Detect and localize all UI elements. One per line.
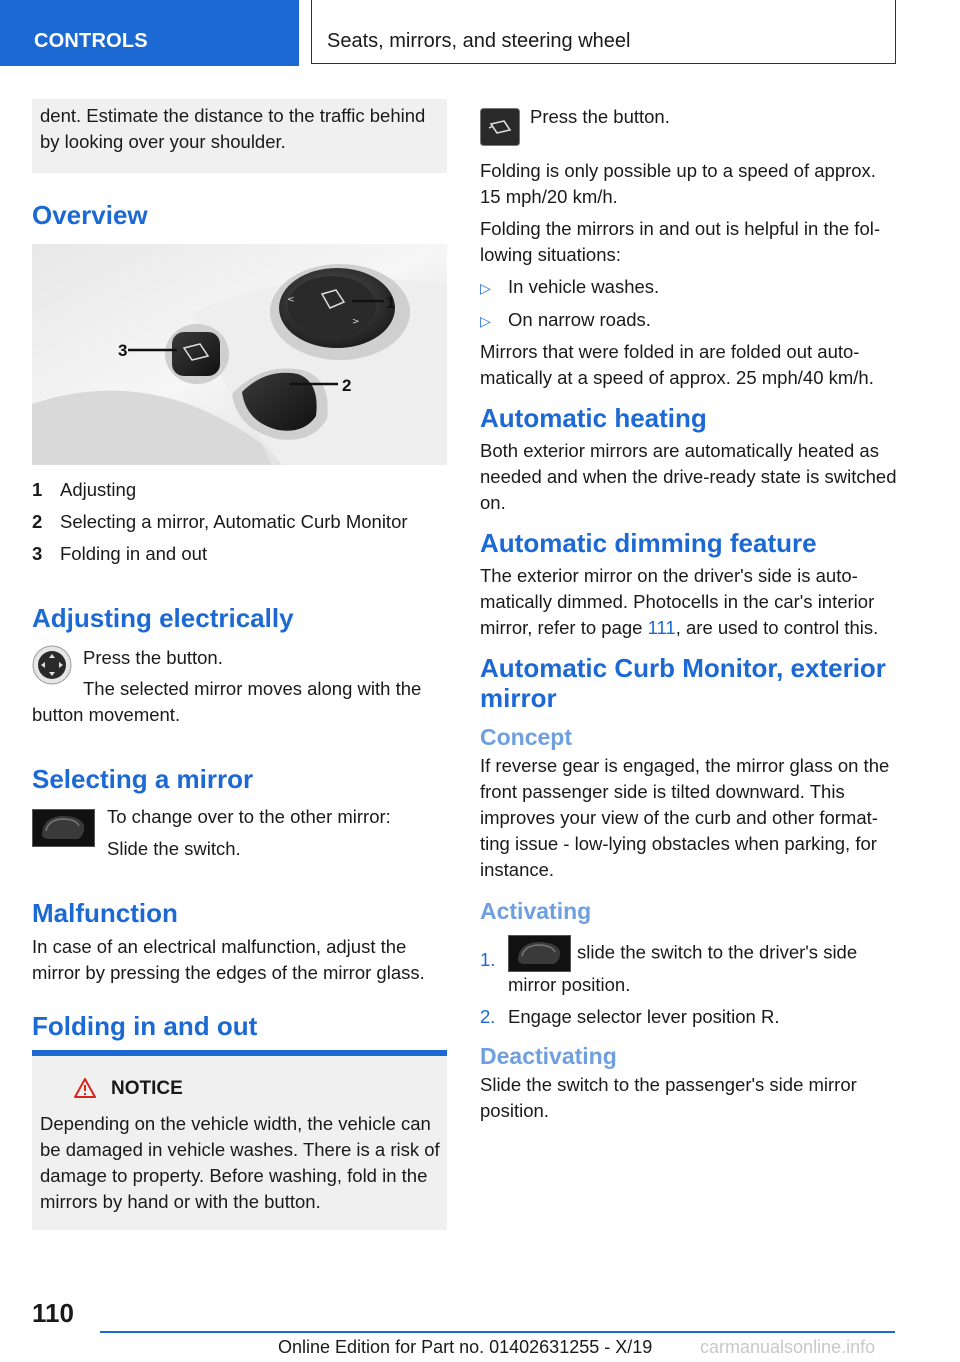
- intro-text: dent. Estimate the distance to the traffic behind by looking over your shoulder.: [40, 105, 426, 152]
- warning-icon: [74, 1078, 96, 1103]
- footer-rule: [100, 1331, 895, 1333]
- legend-item: 2 Selecting a mirror, Automatic Curb Monitor: [32, 511, 408, 532]
- triangle-bullet-icon: ▷: [480, 280, 491, 296]
- footer-watermark: carmanualsonline.info: [700, 1337, 876, 1357]
- header-chapter-label: Seats, mirrors, and steering wheel: [327, 30, 631, 52]
- adjusting-line-2: The selected mirror moves along with the: [83, 678, 422, 699]
- adjusting-line-3: button movement.: [32, 704, 181, 725]
- malfunction-body: [32, 934, 452, 986]
- step-number: 2.: [480, 1006, 496, 1027]
- legend-item: 3 Folding in and out: [32, 543, 208, 564]
- heating-heading: Automatic heating: [480, 403, 707, 433]
- page-number: 110: [32, 1298, 74, 1328]
- header-section-label: CONTROLS: [34, 30, 148, 52]
- malfunction-text: In case of an electrical malfunction, adjust the mirror by pressing the edges of the mirror glass.: [32, 936, 425, 983]
- list-item: ▷ On narrow roads.: [480, 307, 900, 339]
- dimming-text: The exterior mirror on the driver's side is automatically dimmed. Photocells in the car's interior mirror, refer to page 111, are used to control this.: [480, 565, 879, 638]
- mirror-switch-icon: [508, 935, 571, 972]
- malfunction-heading: Malfunction: [32, 898, 178, 928]
- folding-speed-text: Folding is only possible up to a speed of approx. 15 mph/20 km/h.: [480, 160, 876, 207]
- page-link[interactable]: 111: [647, 617, 676, 638]
- selecting-heading: Selecting a mirror: [32, 764, 254, 794]
- dimming-heading: Automatic dimming feature: [480, 528, 817, 558]
- figure-callout-1: 1: [386, 293, 396, 312]
- adjusting-line-1: Press the button.: [83, 647, 223, 668]
- door-panel-illustration: [32, 244, 447, 465]
- selecting-body: [107, 804, 447, 862]
- step-number: 1.: [480, 949, 496, 970]
- intro-panel: [32, 99, 447, 173]
- curb-monitor-heading: Automatic Curb Monitor, exterior mirror: [480, 653, 886, 713]
- deactivating-heading: Deactivating: [480, 1043, 617, 1069]
- notice-text: Depending on the vehicle width, the vehicle can be damaged in vehicle washes. There is a risk of damage to property. Before washing, fold in the mirrors by hand or with the button.: [40, 1113, 440, 1212]
- folding-heading: Folding in and out: [32, 1011, 258, 1041]
- right-column: [480, 104, 900, 1124]
- folding-helpful-text: Folding the mirrors in and out is helpful in the following situations:: [480, 218, 881, 265]
- deactivating-text: Slide the switch to the passenger's side mirror position.: [480, 1074, 857, 1121]
- list-item: ▷ In vehicle washes.: [480, 274, 900, 307]
- legend-item: 1 Adjusting: [32, 479, 137, 500]
- header-section-tab: [0, 0, 299, 66]
- figure-callout-2: 2: [342, 376, 352, 395]
- heating-text: Both exterior mirrors are automatically heated as needed and when the drive-ready state is switched on.: [480, 440, 897, 513]
- step-item: 1. slide the switch to the driver's side mirror position.: [480, 935, 900, 998]
- notice-title: NOTICE: [111, 1078, 183, 1099]
- svg-text:>: >: [352, 317, 360, 327]
- overview-heading: Overview: [32, 200, 148, 230]
- concept-heading: Concept: [480, 724, 572, 750]
- selecting-line-1: To change over to the other mirror:: [107, 806, 391, 827]
- adjusting-heading: Adjusting electrically: [32, 603, 294, 633]
- overview-legend: [32, 477, 452, 573]
- concept-text: If reverse gear is engaged, the mirror glass on the front passenger side is tilted downward. This improves your view of the curb and other formatting issue - low-lying obstacles when parking, for instance.: [480, 755, 890, 880]
- mirror-switch-icon: [32, 809, 95, 847]
- step-item: 2. Engage selector lever position R.: [480, 1004, 900, 1030]
- triangle-bullet-icon: ▷: [480, 313, 491, 329]
- activating-heading: Activating: [480, 898, 592, 924]
- selecting-line-2: Slide the switch.: [107, 838, 241, 859]
- figure-callout-3: 3: [118, 341, 128, 360]
- press-button-text: Press the button.: [530, 106, 670, 127]
- footer-edition: Online Edition for Part no. 01402631255 - X/19: [278, 1337, 653, 1357]
- notice-panel: [32, 1056, 447, 1230]
- svg-text:<: <: [287, 295, 295, 305]
- adjusting-body: [32, 645, 452, 728]
- header-chapter-box: [311, 0, 896, 64]
- folded-out-text: Mirrors that were folded in are folded out automatically at a speed of approx. 25 mph/40 km/h.: [480, 341, 874, 388]
- overview-figure: [32, 244, 447, 465]
